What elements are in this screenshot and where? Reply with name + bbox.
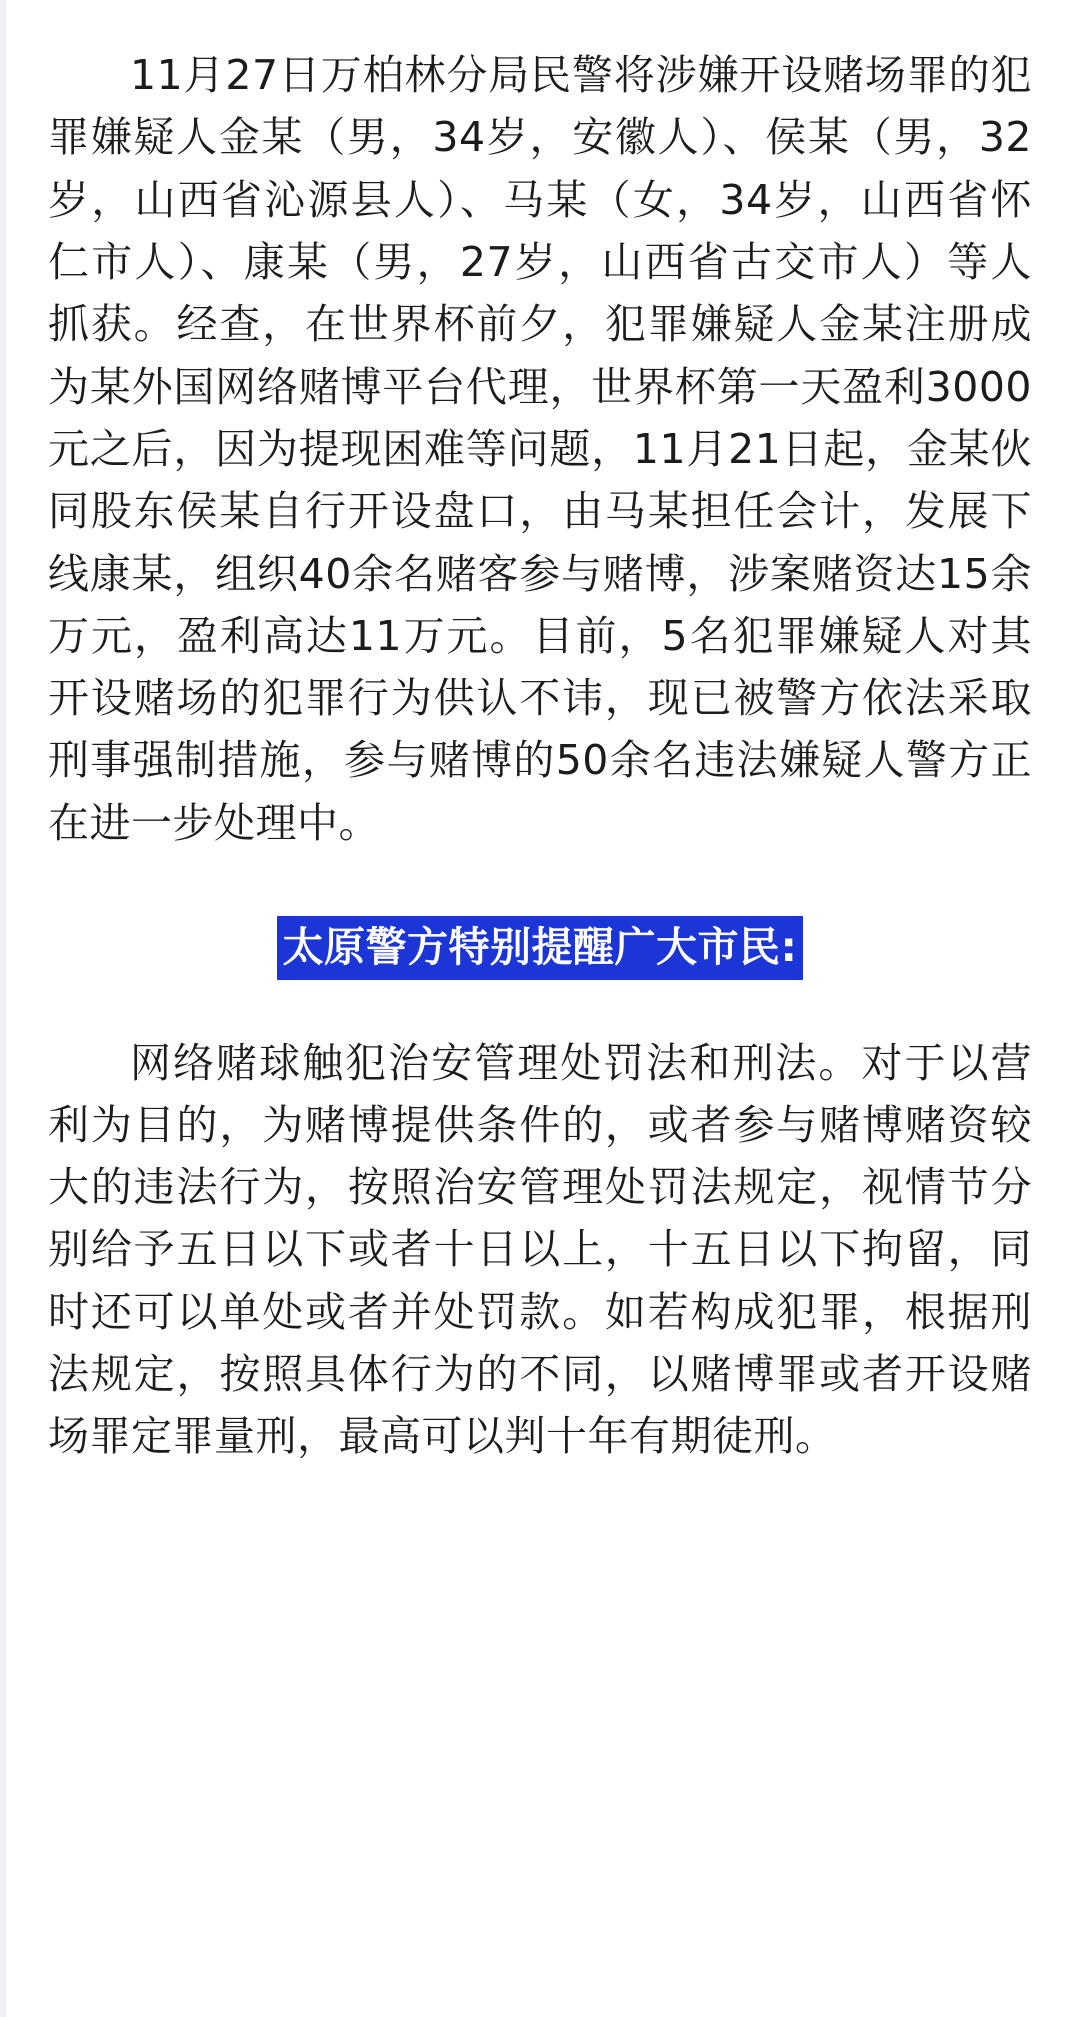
paragraph-legal-notice: 网络赌球触犯治安管理处罚法和刑法。对于以营利为目的，为赌博提供条件的，或者参与赌博赌资较大的违法行为，按照治安管理处罚法规定，视情节分别给予五日以下或者十日以上，十五日以下拘留，同时还可以单处或者并处罚款。如若构成犯罪，根据刑法规定，按照具体行为的不同，以赌博罪或者开设赌场罪定罪量刑，最高可以判十年有期徒刑。 xyxy=(48,1038,1032,1461)
spacer xyxy=(48,980,1032,1032)
paragraph-case-report: 11月27日万柏林分局民警将涉嫌开设赌场罪的犯罪嫌疑人金某（男，34岁，安徽人）、侯某（男，32岁，山西省沁源县人）、马某（女，34岁，山西省怀仁市人）、康某（男，27岁，山西省古交市人）等人抓获。经查，在世界杯前夕，犯罪嫌疑人金某注册成为某外国网络赌博平台代理，世界杯第一天盈利3000元之后，因为提现困难等问题，11月21日起，金某伙同股东侯某自行开设盘口，由马某担任会计，发展下线康某，组织40余名赌客参与赌博，涉案赌资达15余万元，盈利高达11万元。目前，5名犯罪嫌疑人对其开设赌场的犯罪行为供认不讳，现已被警方依法采取刑事强制措施，参与赌博的50余名违法嫌疑人警方正在进一步处理中。 xyxy=(48,51,1032,847)
article-body xyxy=(48,44,1032,1468)
highlight-heading: 太原警方特别提醒广大市民: xyxy=(277,916,804,979)
page-left-rule xyxy=(0,0,6,2017)
spacer xyxy=(48,854,1032,916)
highlight-heading-row xyxy=(48,916,1032,979)
